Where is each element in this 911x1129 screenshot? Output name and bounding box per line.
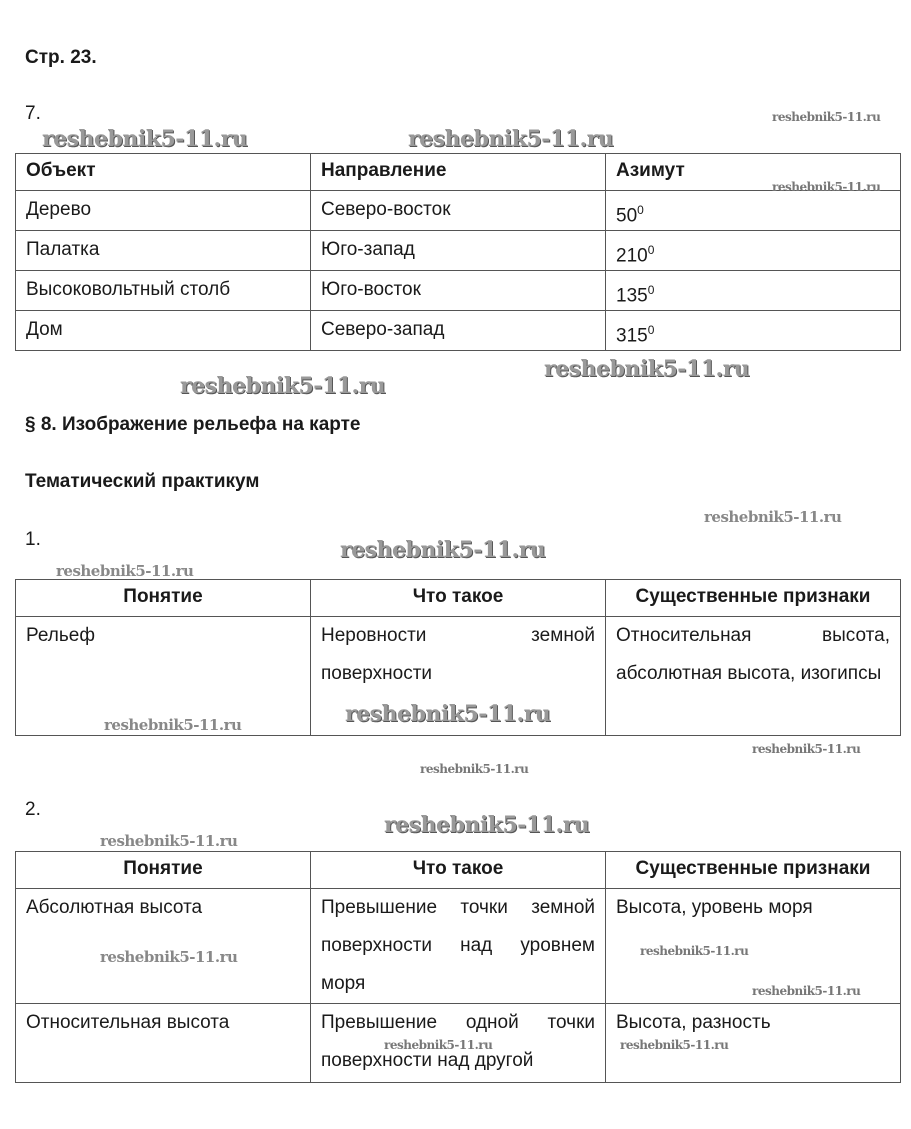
cell: Превышение точки земной поверхности над уровнем моря <box>311 889 606 1004</box>
watermark: reshebnik5-11.ru <box>100 832 238 850</box>
degree-mark: 0 <box>637 203 644 217</box>
cell: Высота, разность <box>606 1004 901 1083</box>
section-title: § 8. Изображение рельефа на карте <box>25 414 361 435</box>
watermark: reshebnik5-11.ru <box>56 562 194 580</box>
column-header: Понятие <box>16 852 311 889</box>
watermark: reshebnik5-11.ru <box>42 126 248 152</box>
watermark: reshebnik5-11.ru <box>772 180 881 194</box>
watermark: reshebnik5-11.ru <box>620 1038 729 1052</box>
table-header-row <box>16 852 901 889</box>
watermark: reshebnik5-11.ru <box>704 508 842 526</box>
task-7-number: 7. <box>25 103 41 124</box>
cell: Относительная высота <box>16 1004 311 1083</box>
column-header: Объект <box>16 154 311 191</box>
column-header: Направление <box>311 154 606 191</box>
table-row <box>16 617 901 736</box>
azimuth-value: 315 <box>616 325 648 347</box>
azimuth-value: 50 <box>616 205 638 227</box>
table-row <box>16 231 901 271</box>
table-header-row <box>16 580 901 617</box>
watermark: reshebnik5-11.ru <box>384 1038 493 1052</box>
azimuth-value: 210 <box>616 245 648 267</box>
watermark: reshebnik5-11.ru <box>340 537 546 563</box>
heights-table <box>15 851 901 1083</box>
cell: Абсолютная высота <box>16 889 311 1004</box>
column-header: Существенные признаки <box>606 852 901 889</box>
table-row <box>16 191 901 231</box>
cell <box>606 231 901 271</box>
azimuth-table <box>15 153 901 351</box>
watermark: reshebnik5-11.ru <box>420 762 529 776</box>
watermark: reshebnik5-11.ru <box>544 356 750 382</box>
table-header-row <box>16 154 901 191</box>
cell: Северо-восток <box>311 191 606 231</box>
cell: Юго-запад <box>311 231 606 271</box>
table-row <box>16 311 901 351</box>
cell: Палатка <box>16 231 311 271</box>
column-header: Что такое <box>311 852 606 889</box>
watermark: reshebnik5-11.ru <box>408 126 614 152</box>
cell: Высота, уровень моря <box>606 889 901 1004</box>
watermark: reshebnik5-11.ru <box>752 742 861 756</box>
cell: Дом <box>16 311 311 351</box>
cell <box>606 271 901 311</box>
column-header: Понятие <box>16 580 311 617</box>
cell <box>606 191 901 231</box>
task-2-number: 2. <box>25 799 41 820</box>
watermark: reshebnik5-11.ru <box>772 110 881 124</box>
watermark: reshebnik5-11.ru <box>640 944 749 958</box>
degree-mark: 0 <box>647 323 655 337</box>
subsection-title: Тематический практикум <box>25 471 260 492</box>
column-header: Азимут <box>606 154 901 191</box>
cell: Превышение одной точки поверхности над другой <box>311 1004 606 1083</box>
page-label: Стр. 23. <box>25 47 97 68</box>
watermark: reshebnik5-11.ru <box>180 373 386 399</box>
degree-mark: 0 <box>647 243 655 257</box>
cell <box>606 311 901 351</box>
degree-mark: 0 <box>647 283 655 297</box>
azimuth-value: 135 <box>616 285 648 307</box>
column-header: Что такое <box>311 580 606 617</box>
cell: Относительная высота, абсолютная высота, изогипсы <box>606 617 901 736</box>
watermark: reshebnik5-11.ru <box>100 948 238 966</box>
cell: Высоковольтный столб <box>16 271 311 311</box>
relief-table <box>15 579 901 736</box>
table-row <box>16 1004 901 1083</box>
cell: Юго-восток <box>311 271 606 311</box>
table-row <box>16 271 901 311</box>
cell: Неровности земной поверхности <box>311 617 606 736</box>
task-1-number: 1. <box>25 529 41 550</box>
cell: Северо-запад <box>311 311 606 351</box>
watermark: reshebnik5-11.ru <box>752 984 861 998</box>
table-row <box>16 889 901 1004</box>
watermark: reshebnik5-11.ru <box>384 812 590 838</box>
watermark: reshebnik5-11.ru <box>345 701 551 727</box>
watermark: reshebnik5-11.ru <box>104 716 242 734</box>
cell: Рельеф <box>16 617 311 736</box>
cell: Дерево <box>16 191 311 231</box>
column-header: Существенные признаки <box>606 580 901 617</box>
